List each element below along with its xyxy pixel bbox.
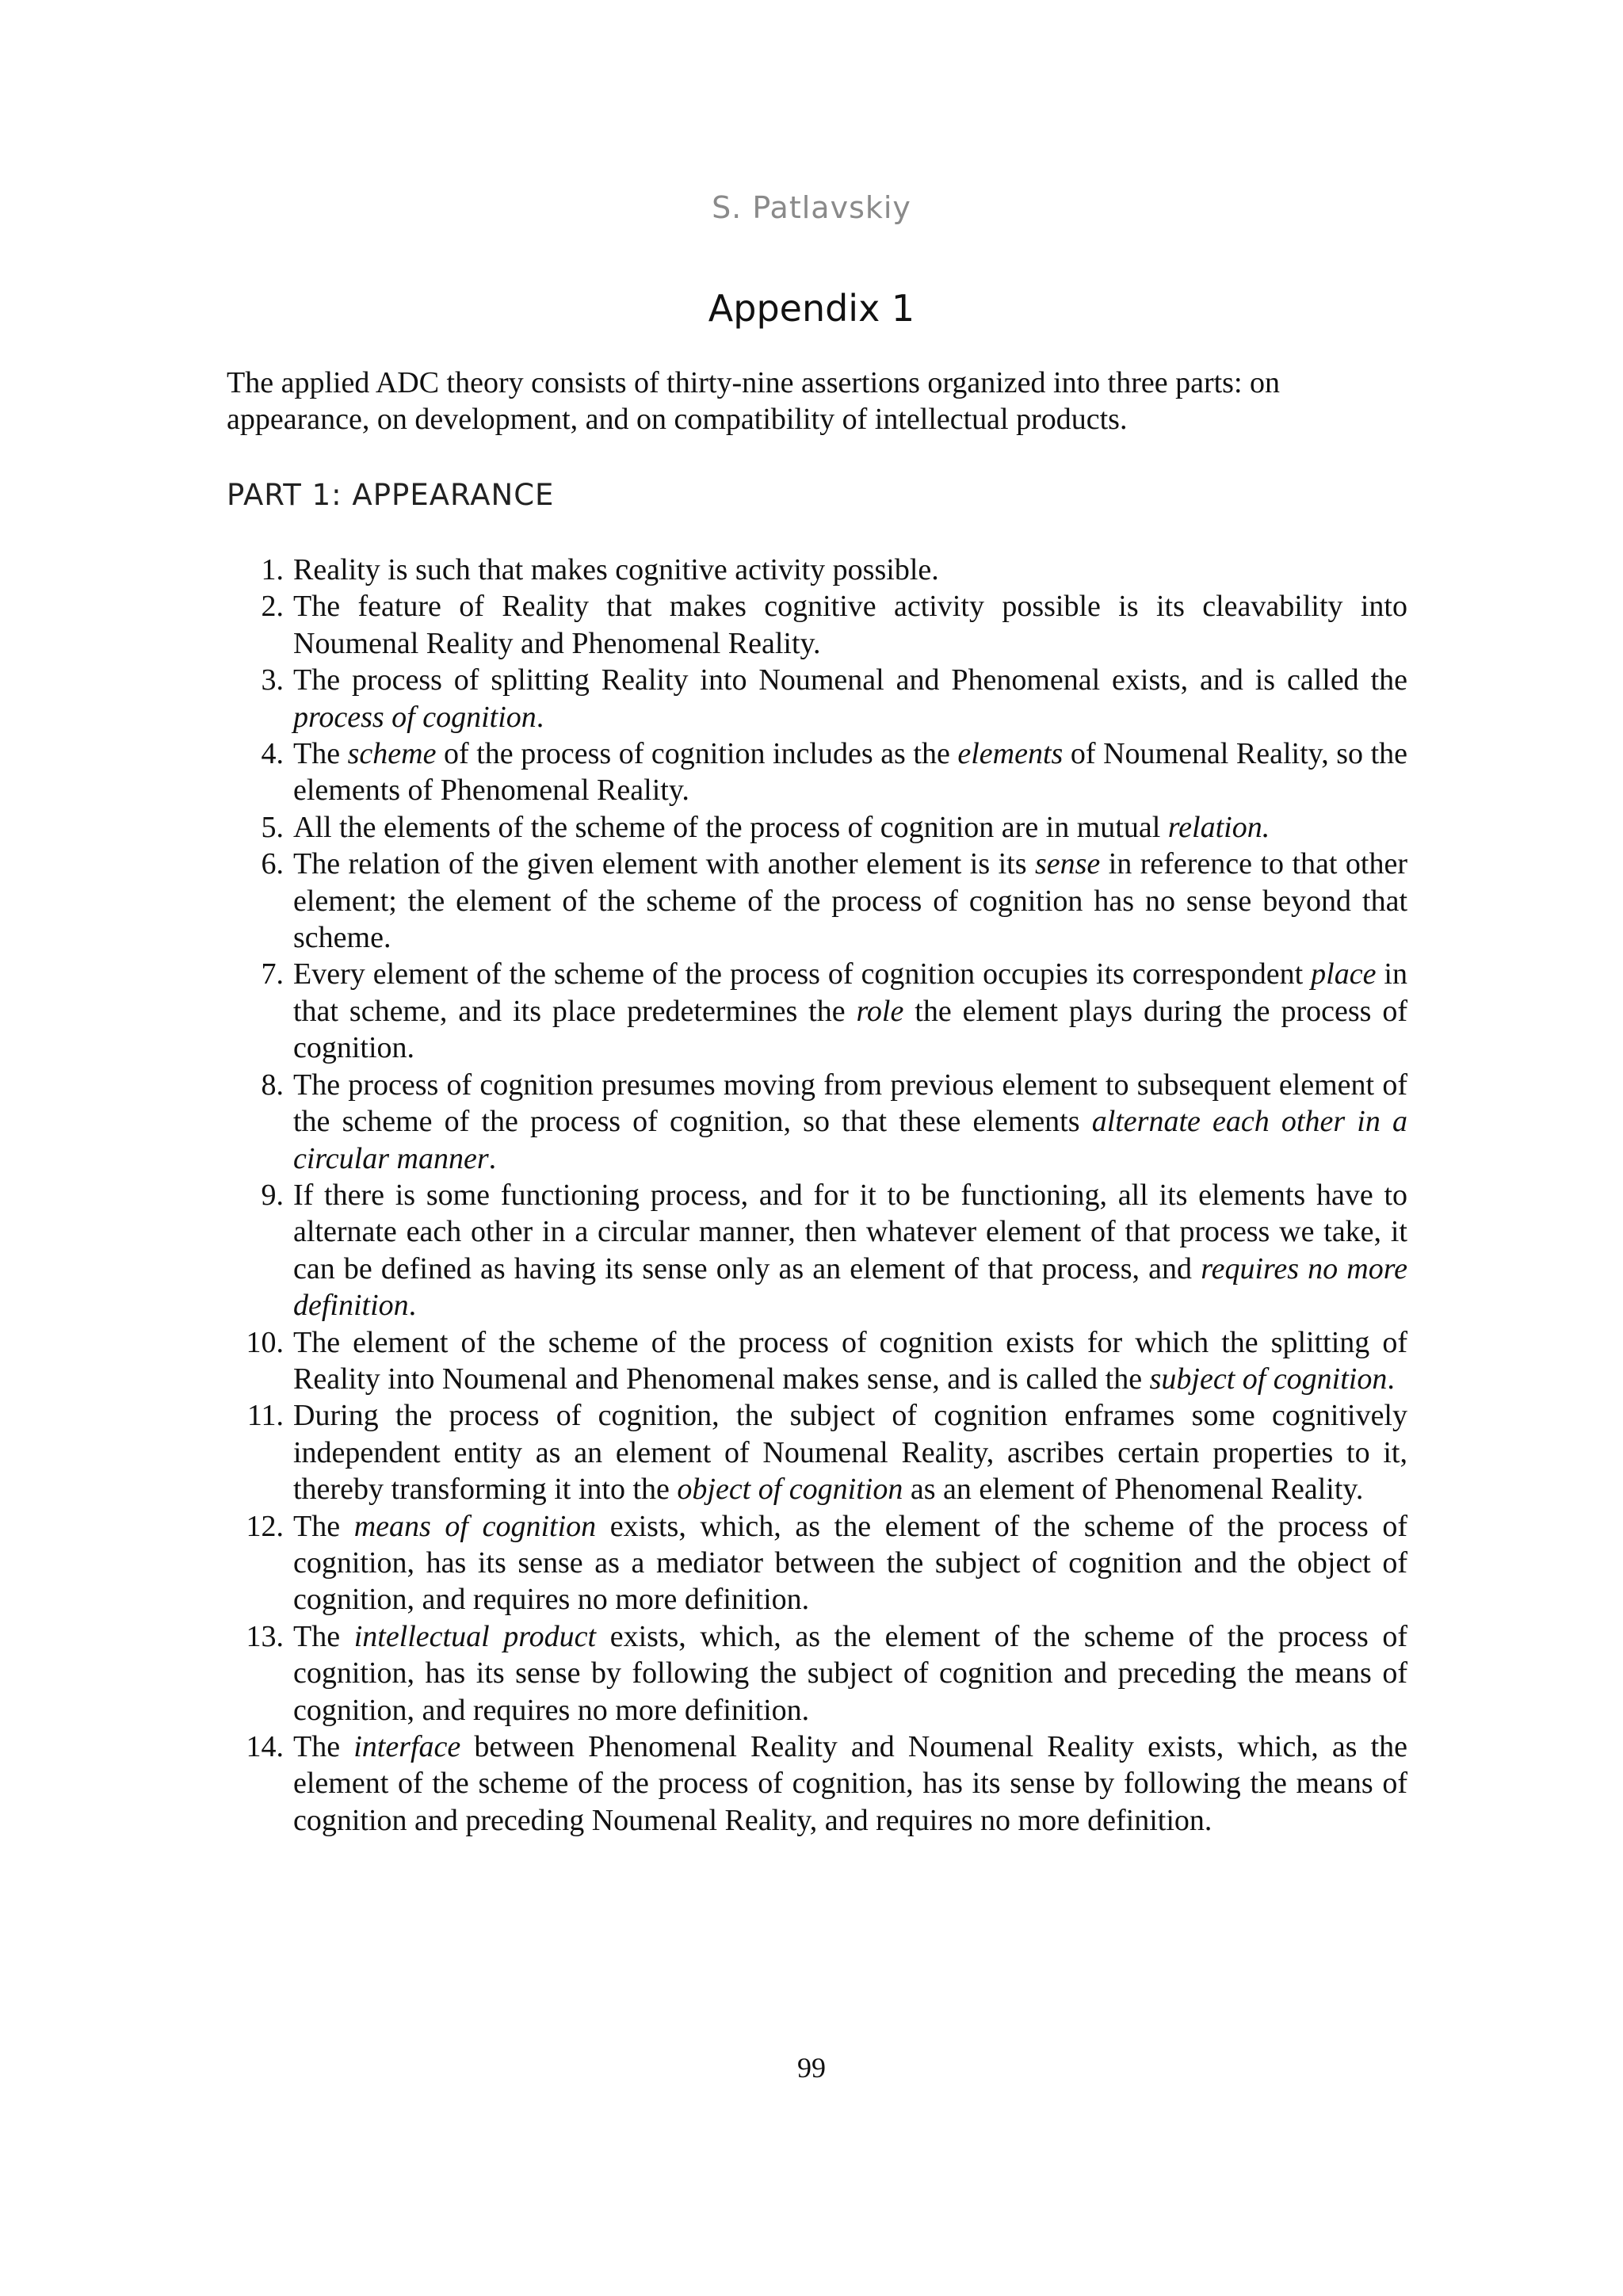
- text-segment: between Phenomenal Reality and Noumenal Reality exists, which, as the element of the scheme of the process of cognition, has its sense by following the means of cognition and preceding Noumenal Reality, and requires no more definition.: [293, 1730, 1408, 1837]
- text-segment: .: [488, 1141, 497, 1175]
- text-segment: exists, which, as the element of the scheme of the process of cognition, has its sense by following the subject of cognition and preceding the means of cognition, and requires no more definition.: [293, 1619, 1408, 1727]
- emphasized-term: object of cognition: [677, 1473, 903, 1507]
- list-item-number: 3.: [261, 663, 284, 697]
- list-item-number: 9.: [261, 1178, 284, 1212]
- emphasized-term: subject of cognition: [1149, 1362, 1388, 1396]
- running-head-author: S. Patlavskiy: [712, 190, 911, 225]
- text-segment: in that scheme, and its place predetermines the: [293, 957, 1407, 1028]
- text-segment: .: [536, 700, 544, 734]
- list-item: [227, 662, 1407, 735]
- emphasized-term: role: [856, 994, 904, 1028]
- list-item: [227, 956, 1407, 1066]
- page-number: 99: [797, 2052, 826, 2084]
- text-segment: All the elements of the scheme of the process of cognition are in mutual: [293, 810, 1168, 844]
- list-item: [227, 1397, 1407, 1507]
- list-item-number: 4.: [261, 737, 284, 771]
- list-item-text: [284, 1729, 1407, 1839]
- text-segment: The: [293, 1619, 354, 1653]
- list-item: [227, 735, 1407, 809]
- text-segment: the element plays during the process of cognition.: [293, 994, 1407, 1065]
- list-item-number: 14.: [246, 1730, 284, 1763]
- list-item: [227, 588, 1407, 662]
- part-heading: PART 1: APPEARANCE: [227, 478, 555, 512]
- list-item-number: 13.: [246, 1619, 284, 1653]
- list-item-text: [284, 1067, 1407, 1177]
- emphasized-term: process of cognition: [293, 700, 537, 734]
- text-segment: Every element of the scheme of the process of cognition occupies its correspondent: [293, 957, 1312, 991]
- list-item-text: [284, 662, 1407, 735]
- list-item: [227, 1177, 1407, 1324]
- list-item-text: [284, 809, 1407, 846]
- text-segment: .: [408, 1289, 417, 1323]
- list-item: [227, 1067, 1407, 1177]
- list-item-text: [284, 956, 1407, 1066]
- emphasized-term: elements: [957, 737, 1064, 771]
- list-item-text: [284, 735, 1407, 809]
- text-segment: The process of splitting Reality into Noumenal and Phenomenal exists, and is called the: [293, 663, 1407, 697]
- list-item-number: 2.: [261, 590, 284, 624]
- emphasized-term: intellectual product: [353, 1619, 597, 1653]
- list-item-text: [284, 846, 1407, 956]
- text-segment: The process of cognition presumes moving from previous element to subsequent element of the scheme of the process of cognition, so that these elements: [293, 1068, 1407, 1139]
- emphasized-term: relation.: [1167, 810, 1270, 844]
- emphasized-term: sense: [1034, 847, 1101, 881]
- text-segment: The element of the scheme of the process of cognition exists for which the splitting of Reality into Noumenal and Phenomenal makes sense, and is called the: [293, 1325, 1407, 1396]
- text-segment: The relation of the given element with another element is its: [293, 847, 1035, 881]
- list-item-number: 5.: [261, 810, 284, 844]
- text-segment: The: [293, 1509, 354, 1543]
- emphasized-term: interface: [353, 1730, 461, 1763]
- list-item-number: 8.: [261, 1068, 284, 1102]
- list-item-number: 1.: [261, 553, 284, 586]
- text-segment: as an element of Phenomenal Reality.: [903, 1473, 1364, 1507]
- emphasized-term: alternate each other in a circular manner: [293, 1105, 1407, 1175]
- emphasized-term: scheme: [347, 737, 437, 771]
- text-segment: of Noumenal Reality, so the elements of Phenomenal Reality.: [293, 737, 1408, 808]
- text-segment: in reference to that other element; the element of the scheme of the process of cognition has no sense beyond that scheme.: [293, 847, 1408, 955]
- list-item-text: [284, 552, 1407, 588]
- list-item: [227, 846, 1407, 956]
- emphasized-term: place: [1311, 957, 1377, 991]
- list-item: [227, 1729, 1407, 1839]
- emphasized-term: means of cognition: [353, 1509, 597, 1543]
- assertion-list: [227, 552, 1407, 1839]
- page-title: Appendix 1: [708, 287, 915, 330]
- list-item-number: 12.: [246, 1509, 284, 1543]
- text-segment: of the process of cognition includes as the: [436, 737, 958, 771]
- text-segment: The: [293, 1730, 354, 1763]
- list-item: [227, 1508, 1407, 1618]
- list-item-text: [284, 1618, 1407, 1729]
- list-item-text: [284, 1397, 1407, 1507]
- text-segment: The: [293, 737, 348, 771]
- list-item: [227, 1618, 1407, 1729]
- text-segment: exists, which, as the element of the scheme of the process of cognition, has its sense as a mediator between the subject of cognition and the object of cognition, and requires no more definition.: [293, 1509, 1408, 1617]
- emphasized-term: requires no more definition: [293, 1251, 1407, 1323]
- list-item-number: 10.: [246, 1325, 284, 1359]
- list-item-text: [284, 1508, 1407, 1618]
- list-item-number: 7.: [261, 957, 284, 991]
- text-segment: The feature of Reality that makes cognitive activity possible is its cleavability into Noumenal Reality and Phenomenal Reality.: [293, 590, 1407, 660]
- list-item-text: [284, 588, 1407, 662]
- text-segment: .: [1387, 1362, 1395, 1396]
- list-item-number: 6.: [261, 847, 284, 881]
- list-item-number: 11.: [246, 1399, 284, 1433]
- list-item-text: [284, 1324, 1407, 1398]
- list-item: [227, 552, 1407, 588]
- text-segment: During the process of cognition, the subject of cognition enframes some cognitively independent entity as an element of Noumenal Reality, ascribes certain properties to it, thereby transforming it into the: [293, 1399, 1407, 1507]
- list-item-text: [284, 1177, 1407, 1324]
- text-segment: If there is some functioning process, and for it to be functioning, all its elements have to alternate each other in a circular manner, then whatever element of that process we take, it can be defined as having its sense only as an element of that process, and: [293, 1178, 1407, 1286]
- text-segment: Reality is such that makes cognitive activity possible.: [293, 553, 939, 586]
- list-item: [227, 1324, 1407, 1398]
- list-item: [227, 809, 1407, 846]
- intro-paragraph: The applied ADC theory consists of thirty-nine assertions organized into three parts: on appearance, on development, and on compatibility of intellectual products.: [227, 366, 1281, 436]
